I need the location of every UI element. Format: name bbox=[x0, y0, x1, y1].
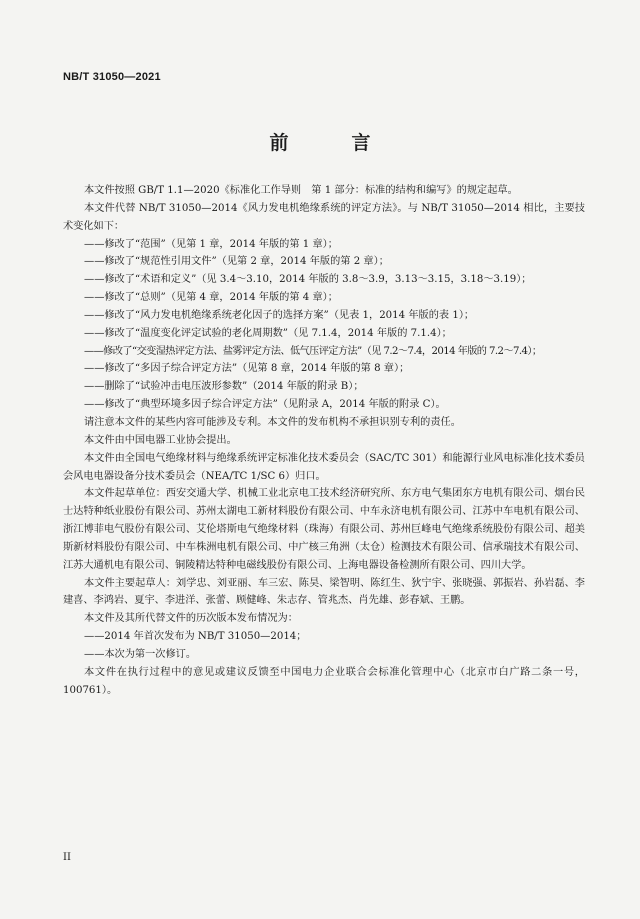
history-paragraph: 本文件及其所代替文件的历次版本发布情况为： bbox=[84, 613, 298, 625]
change-item: ——修改了“范围”（见第 1 章，2014 年版的第 1 章）； bbox=[84, 238, 338, 250]
change-item: ——修改了“风力发电机绝缘系统老化因子的选择方案”（见表 1，2014 年版的表 1）； bbox=[84, 309, 475, 321]
committee-paragraph: 本文件由全国电气绝缘材料与绝缘系统评定标准化技术委员会（SAC/TC 301）和能源行业风电标准化技术委员会风电电器设备分技术委员会（NEA/TC 1/SC 6）归口。 bbox=[63, 452, 585, 482]
history-item: ——2014 年首次发布为 NB/T 31050—2014； bbox=[84, 631, 307, 643]
change-item: ——修改了“术语和定义”（见 3.4～3.10，2014 年版的 3.8～3.9，3.13～3.15，3.18～3.19）； bbox=[84, 274, 532, 286]
drafting-units-paragraph: 本文件起草单位：西安交通大学、机械工业北京电工技术经济研究所、东方电气集团东方电机有限公司、烟台民士达特种纸业股份有限公司、苏州太湖电工新材料股份有限公司、中车永济电机有限公司、江苏中车电机有限公司、浙江博菲电气股份有限公司、艾伦塔斯电气绝缘材料（珠海）有限公司、苏州巨峰电气绝缘系统股份有限公司、超美斯新材料股份有限公司、中车株洲电机有限公司、中广核三角洲（太仓）检测技术有限公司、信承瑞技术有限公司、江苏大通机电有限公司、铜陵精达特种电磁线股份有限公司、上海电器设备检测所有限公司、四川大学。 bbox=[63, 488, 585, 571]
change-item: ——修改了“温度变化评定试验的老化周期数”（见 7.1.4，2014 年版的 7.1.4）； bbox=[84, 327, 452, 339]
change-item: ——修改了“交变湿热评定方法、盐雾评定方法、低气压评定方法”（见 7.2～7.4，2014 年版的 7.2～7.4）； bbox=[84, 345, 542, 357]
page-title: 前 言 bbox=[269, 132, 393, 154]
change-item: ——修改了“典型环境多因子综合评定方法”（见附录 A，2014 年版的附录 C）。 bbox=[84, 399, 446, 411]
standard-code: NB/T 31050—2021 bbox=[63, 71, 161, 83]
change-item: ——删除了“试验冲击电压波形参数”（2014 年版的附录 B）； bbox=[84, 381, 364, 393]
change-item: ——修改了“规范性引用文件”（见第 2 章，2014 年版的第 2 章）； bbox=[84, 256, 389, 268]
change-item: ——修改了“总则”（见第 4 章，2014 年版的第 4 章）； bbox=[84, 292, 338, 304]
feedback-paragraph: 本文件在执行过程中的意见或建议反馈至中国电力企业联合会标准化管理中心（北京市白广路二条一号，100761）。 bbox=[63, 666, 585, 696]
drafting-rules-paragraph: 本文件按照 GB/T 1.1—2020《标准化工作导则 第 1 部分：标准的结构和编写》的规定起草。 bbox=[84, 185, 518, 196]
drafters-paragraph: 本文件主要起草人：刘学忠、刘亚丽、车三宏、陈昊、梁智明、陈红生、狄宁宇、张晓强、郭振岩、孙岩磊、李建喜、李鸿岩、夏宇、李进洋、张蕾、顾健峰、朱志存、管兆杰、肖先雄、彭春斌、王鹏。 bbox=[63, 577, 585, 607]
foreword-body bbox=[63, 182, 585, 699]
patent-notice-paragraph: 请注意本文件的某些内容可能涉及专利。本文件的发布机构不承担识别专利的责任。 bbox=[84, 416, 461, 428]
change-item: ——修改了“多因子综合评定方法”（见第 8 章，2014 年版的第 8 章）； bbox=[84, 363, 410, 375]
replacement-paragraph: 本文件代替 NB/T 31050—2014《风力发电机绝缘系统的评定方法》。与 NB/T 31050—2014 相比，主要技术变化如下： bbox=[63, 202, 585, 232]
proposer-paragraph: 本文件由中国电器工业协会提出。 bbox=[84, 434, 237, 446]
history-item: ——本次为第一次修订。 bbox=[84, 648, 197, 660]
page-number: II bbox=[63, 852, 71, 863]
